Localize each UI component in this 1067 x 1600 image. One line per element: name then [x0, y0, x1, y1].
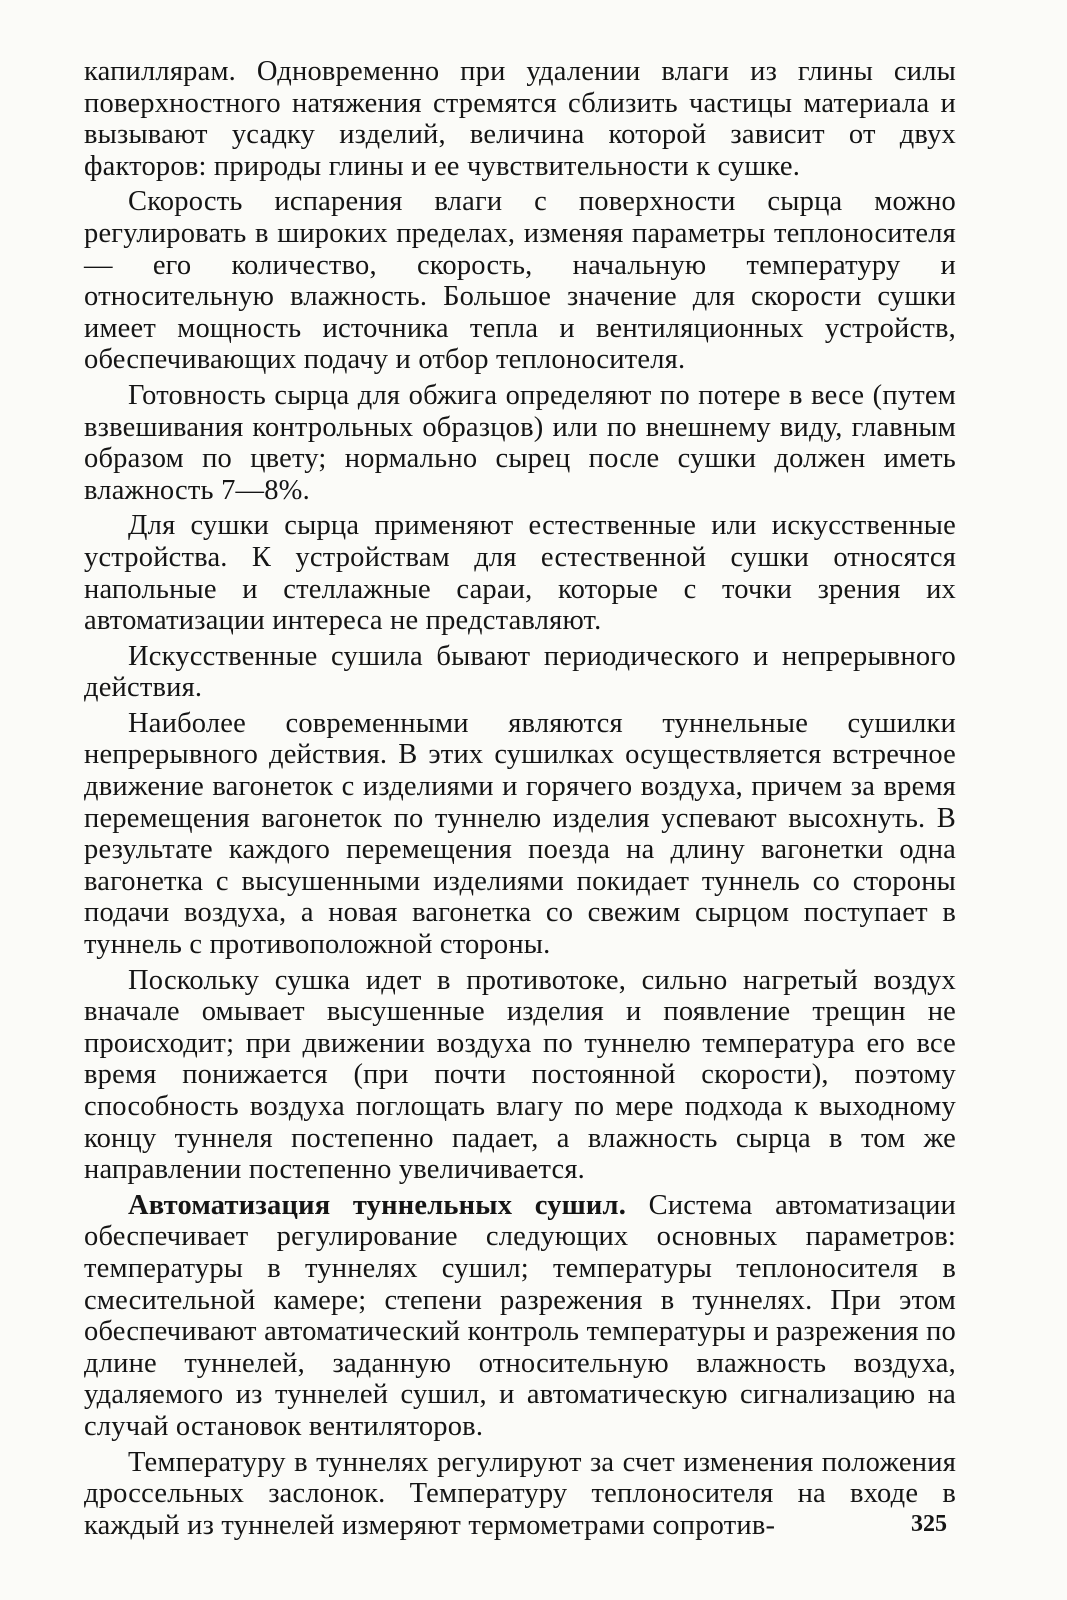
paragraph-8: [84, 1190, 956, 1443]
paragraph-5: Искусственные сушила бывают периодического и непрерывного действия.: [84, 640, 956, 704]
page-body: [84, 56, 956, 1541]
section-heading: Автоматизация туннельных сушил.: [128, 1189, 627, 1221]
paragraph-3: Готовность сырца для обжига определяют по потере в весе (путем взвешивания контрольных образцов) или по внешнему виду, главным образом по цвету; нормально сырец после сушки должен иметь влажность 7—8%.: [84, 379, 956, 506]
paragraph-1: капиллярам. Одновременно при удалении влаги из глины силы поверхностного натяжения стремятся сблизить частицы материала и вызывают усадку изделий, величина которой зависит от двух факторов: природы глины и ее чувствительности к сушке.: [84, 56, 956, 182]
paragraph-9: Температуру в туннелях регулируют за счет изменения положения дроссельных заслонок. Температуру теплоносителя на входе в каждый из туннелей измеряют термометрами сопротив-: [84, 1446, 956, 1541]
paragraph-8-text: Система автоматизации обеспечивает регулирование следующих основных параметров: температуры в туннелях сушил; температуры теплоносителя в смесительной камере; степени разрежения в туннелях. При этом обеспечивают автоматический контроль температуры и разрежения по длине туннелей, заданную относительную влажность воздуха, удаляемого из туннелей сушил, и автоматическую сигнализацию на случай остановок вентиляторов.: [84, 1189, 956, 1442]
page-number: 325: [911, 1511, 947, 1537]
paragraph-6: Наиболее современными являются туннельные сушилки непрерывного действия. В этих сушилках осуществляется встречное движение вагонеток с изделиями и горячего воздуха, причем за время перемещения вагонеток по туннелю изделия успевают высохнуть. В результате каждого перемещения поезда на длину вагонетки одна вагонетка с высушенными изделиями покидает туннель со стороны подачи воздуха, а новая вагонетка со свежим сырцом поступает в туннель с противоположной стороны.: [84, 707, 956, 961]
paragraph-4: Для сушки сырца применяют естественные или искусственные устройства. К устройствам для естественной сушки относятся напольные и стеллажные сараи, которые с точки зрения их автоматизации интереса не представляют.: [84, 510, 956, 637]
paragraph-2: Скорость испарения влаги с поверхности сырца можно регулировать в широких пределах, изменяя параметры теплоносителя — его количество, скорость, начальную температуру и относительную влажность. Большое значение для скорости сушки имеет мощность источника тепла и вентиляционных устройств, обеспечивающих подачу и отбор теплоносителя.: [84, 186, 956, 376]
paragraph-7: Поскольку сушка идет в противотоке, сильно нагретый воздух вначале омывает высушенные изделия и появление трещин не происходит; при движении воздуха по туннелю температура его все время понижается (при почти постоянной скорости), поэтому способность воздуха поглощать влагу по мере подхода к выходному концу туннеля постепенно падает, а влажность сырца в том же направлении постепенно увеличивается.: [84, 964, 956, 1186]
